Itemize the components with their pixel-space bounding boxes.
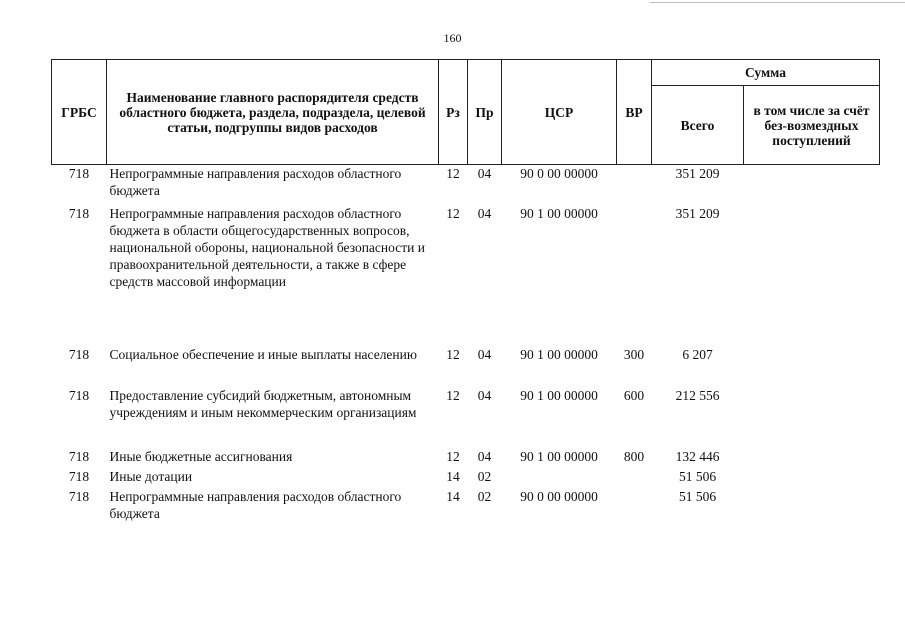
cell-csr: 90 1 00 00000: [520, 205, 598, 221]
cell-name: Предоставление субсидий бюджетным, автономным учреждениям и иным некоммерческим организациям: [109, 387, 417, 420]
cell-pr: 04: [477, 166, 492, 181]
cell-name: Иные дотации: [109, 468, 193, 484]
cell-total: 351 209: [675, 205, 720, 221]
cell-name: Непрограммные направления расходов областного бюджета: [109, 488, 402, 521]
cell-gratuitous: [744, 448, 880, 468]
header-vr: ВР: [617, 60, 652, 165]
cell-total: 51 506: [678, 468, 717, 484]
cell-vr: [617, 488, 652, 528]
cell-rz: 12: [446, 346, 460, 362]
cell-total: 132 446: [675, 448, 720, 464]
cell-rz: 12: [446, 448, 460, 464]
cell-rz: 14: [446, 488, 460, 504]
cell-rz: 12: [446, 166, 460, 181]
header-sum: Сумма: [652, 60, 880, 86]
cell-total: 6 207: [682, 346, 713, 362]
cell-vr: [617, 165, 652, 205]
cell-name: Непрограммные направления расходов областного бюджета в области общегосударственных вопросов, национальной обороны, национальной безопасности и правоохранительной деятельности, а также в сфере средств массовой информации: [109, 205, 425, 289]
cell-pr: 02: [477, 468, 492, 484]
cell-rz: 14: [446, 468, 460, 484]
cell-total: 351 209: [675, 166, 720, 181]
top-border-line: [650, 2, 905, 3]
header-grbs: ГРБС: [52, 60, 107, 165]
cell-gratuitous: [744, 387, 880, 448]
header-csr: ЦСР: [502, 60, 617, 165]
budget-table: [51, 59, 880, 528]
cell-total: 212 556: [675, 387, 720, 403]
cell-vr: [617, 205, 652, 346]
header-name: Наименование главного распорядителя средств областного бюджета, раздела, подраздела, целевой статьи, подгруппы видов расходов: [107, 60, 439, 165]
header-pr: Пр: [468, 60, 502, 165]
cell-vr: 800: [623, 448, 645, 464]
cell-total: 51 506: [678, 488, 717, 504]
cell-name: Непрограммные направления расходов областного бюджета: [109, 166, 402, 198]
table-row: [52, 468, 880, 488]
cell-pr: 04: [477, 448, 492, 464]
table-row: [52, 488, 880, 528]
table-row: [52, 346, 880, 387]
header-total: Всего: [652, 86, 744, 165]
page-number: 160: [443, 31, 462, 45]
cell-pr: 04: [477, 346, 492, 362]
table-row: [52, 448, 880, 468]
cell-csr: 90 0 00 00000: [520, 166, 598, 181]
cell-grbs: 718: [68, 387, 90, 403]
cell-vr: 300: [623, 346, 645, 362]
cell-pr: 04: [477, 205, 492, 221]
table-row: [52, 205, 880, 346]
cell-vr: [617, 468, 652, 488]
cell-grbs: 718: [68, 166, 90, 181]
cell-csr: 90 1 00 00000: [520, 346, 598, 362]
cell-gratuitous: [744, 205, 880, 346]
table-row: [52, 165, 880, 205]
cell-gratuitous: [744, 488, 880, 528]
cell-csr: 90 1 00 00000: [520, 448, 598, 464]
cell-gratuitous: [744, 165, 880, 205]
cell-name: Социальное обеспечение и иные выплаты населению: [109, 346, 417, 362]
cell-grbs: 718: [68, 468, 90, 484]
cell-csr: [502, 468, 617, 488]
cell-grbs: 718: [68, 448, 90, 464]
cell-grbs: 718: [68, 488, 90, 504]
cell-rz: 12: [446, 205, 460, 221]
cell-gratuitous: [744, 346, 880, 387]
header-rz: Рз: [439, 60, 468, 165]
cell-grbs: 718: [68, 346, 90, 362]
cell-gratuitous: [744, 468, 880, 488]
table-row: [52, 387, 880, 448]
cell-name: Иные бюджетные ассигнования: [109, 448, 293, 464]
cell-rz: 12: [446, 387, 460, 403]
cell-pr: 02: [477, 488, 492, 504]
cell-csr: 90 1 00 00000: [520, 387, 598, 403]
cell-pr: 04: [477, 387, 492, 403]
cell-vr: 600: [623, 387, 645, 403]
cell-csr: 90 0 00 00000: [520, 488, 598, 504]
cell-grbs: 718: [68, 205, 90, 221]
header-gratuitous: в том числе за счёт без-возмездных поступлений: [744, 86, 880, 165]
